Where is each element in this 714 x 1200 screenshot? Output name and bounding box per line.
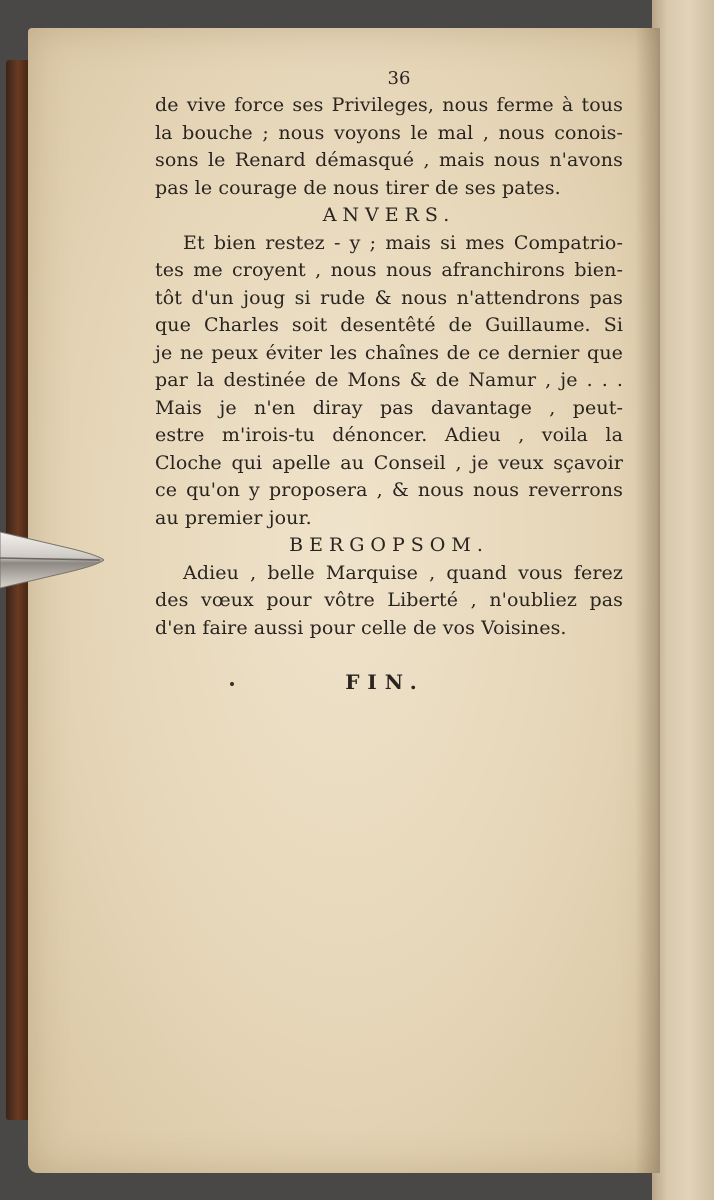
text-line: tes me croyent , nous nous afranchirons bien- bbox=[155, 259, 623, 281]
text-line: Et bien restez - y ; mais si mes Compatrio- bbox=[183, 231, 623, 254]
end-mark: FIN. bbox=[345, 670, 425, 694]
text-line: que Charles soit desentêté de Guillaume. Si bbox=[155, 314, 623, 336]
ink-dot bbox=[230, 682, 234, 686]
text-line: la bouche ; nous voyons le mal , nous conois- bbox=[155, 121, 623, 144]
facing-page-edge bbox=[652, 0, 714, 1200]
text-line: au premier jour. bbox=[155, 506, 312, 529]
page-clip-icon bbox=[0, 524, 104, 594]
page-edge-shadow bbox=[635, 28, 660, 1173]
text-line: de vive force ses Privileges, nous ferme à tous bbox=[155, 94, 623, 116]
text-line: des vœux pour vôtre Liberté , n'oubliez pas bbox=[155, 589, 623, 611]
page-text bbox=[155, 68, 623, 642]
text-line: Adieu , belle Marquise , quand vous ferez bbox=[183, 561, 623, 584]
text-line: ce qu'on y proposera , & nous nous reverrons bbox=[155, 479, 623, 501]
text-line: estre m'irois-tu dénoncer. Adieu , voila la bbox=[155, 424, 623, 446]
text-line: sons le Renard démasqué , mais nous n'avons bbox=[155, 149, 623, 171]
text-line: je ne peux éviter les chaînes de ce dernier que bbox=[155, 341, 623, 364]
text-line: tôt d'un joug si rude & nous n'attendrons pas bbox=[155, 286, 623, 309]
text-line: d'en faire aussi pour celle de vos Voisines. bbox=[155, 616, 567, 639]
text-line: Cloche qui apelle au Conseil , je veux sçavoir bbox=[155, 451, 623, 474]
speaker-name: ANVERS. bbox=[322, 204, 456, 226]
text-line: pas le courage de nous tirer de ses pates. bbox=[155, 176, 561, 199]
page-number: 36 bbox=[387, 68, 411, 89]
speaker-name: BERGOPSOM. bbox=[289, 534, 489, 556]
text-line: par la destinée de Mons & de Namur , je . . . bbox=[155, 369, 623, 391]
text-line: Mais je n'en diray pas davantage , peut- bbox=[155, 396, 623, 419]
